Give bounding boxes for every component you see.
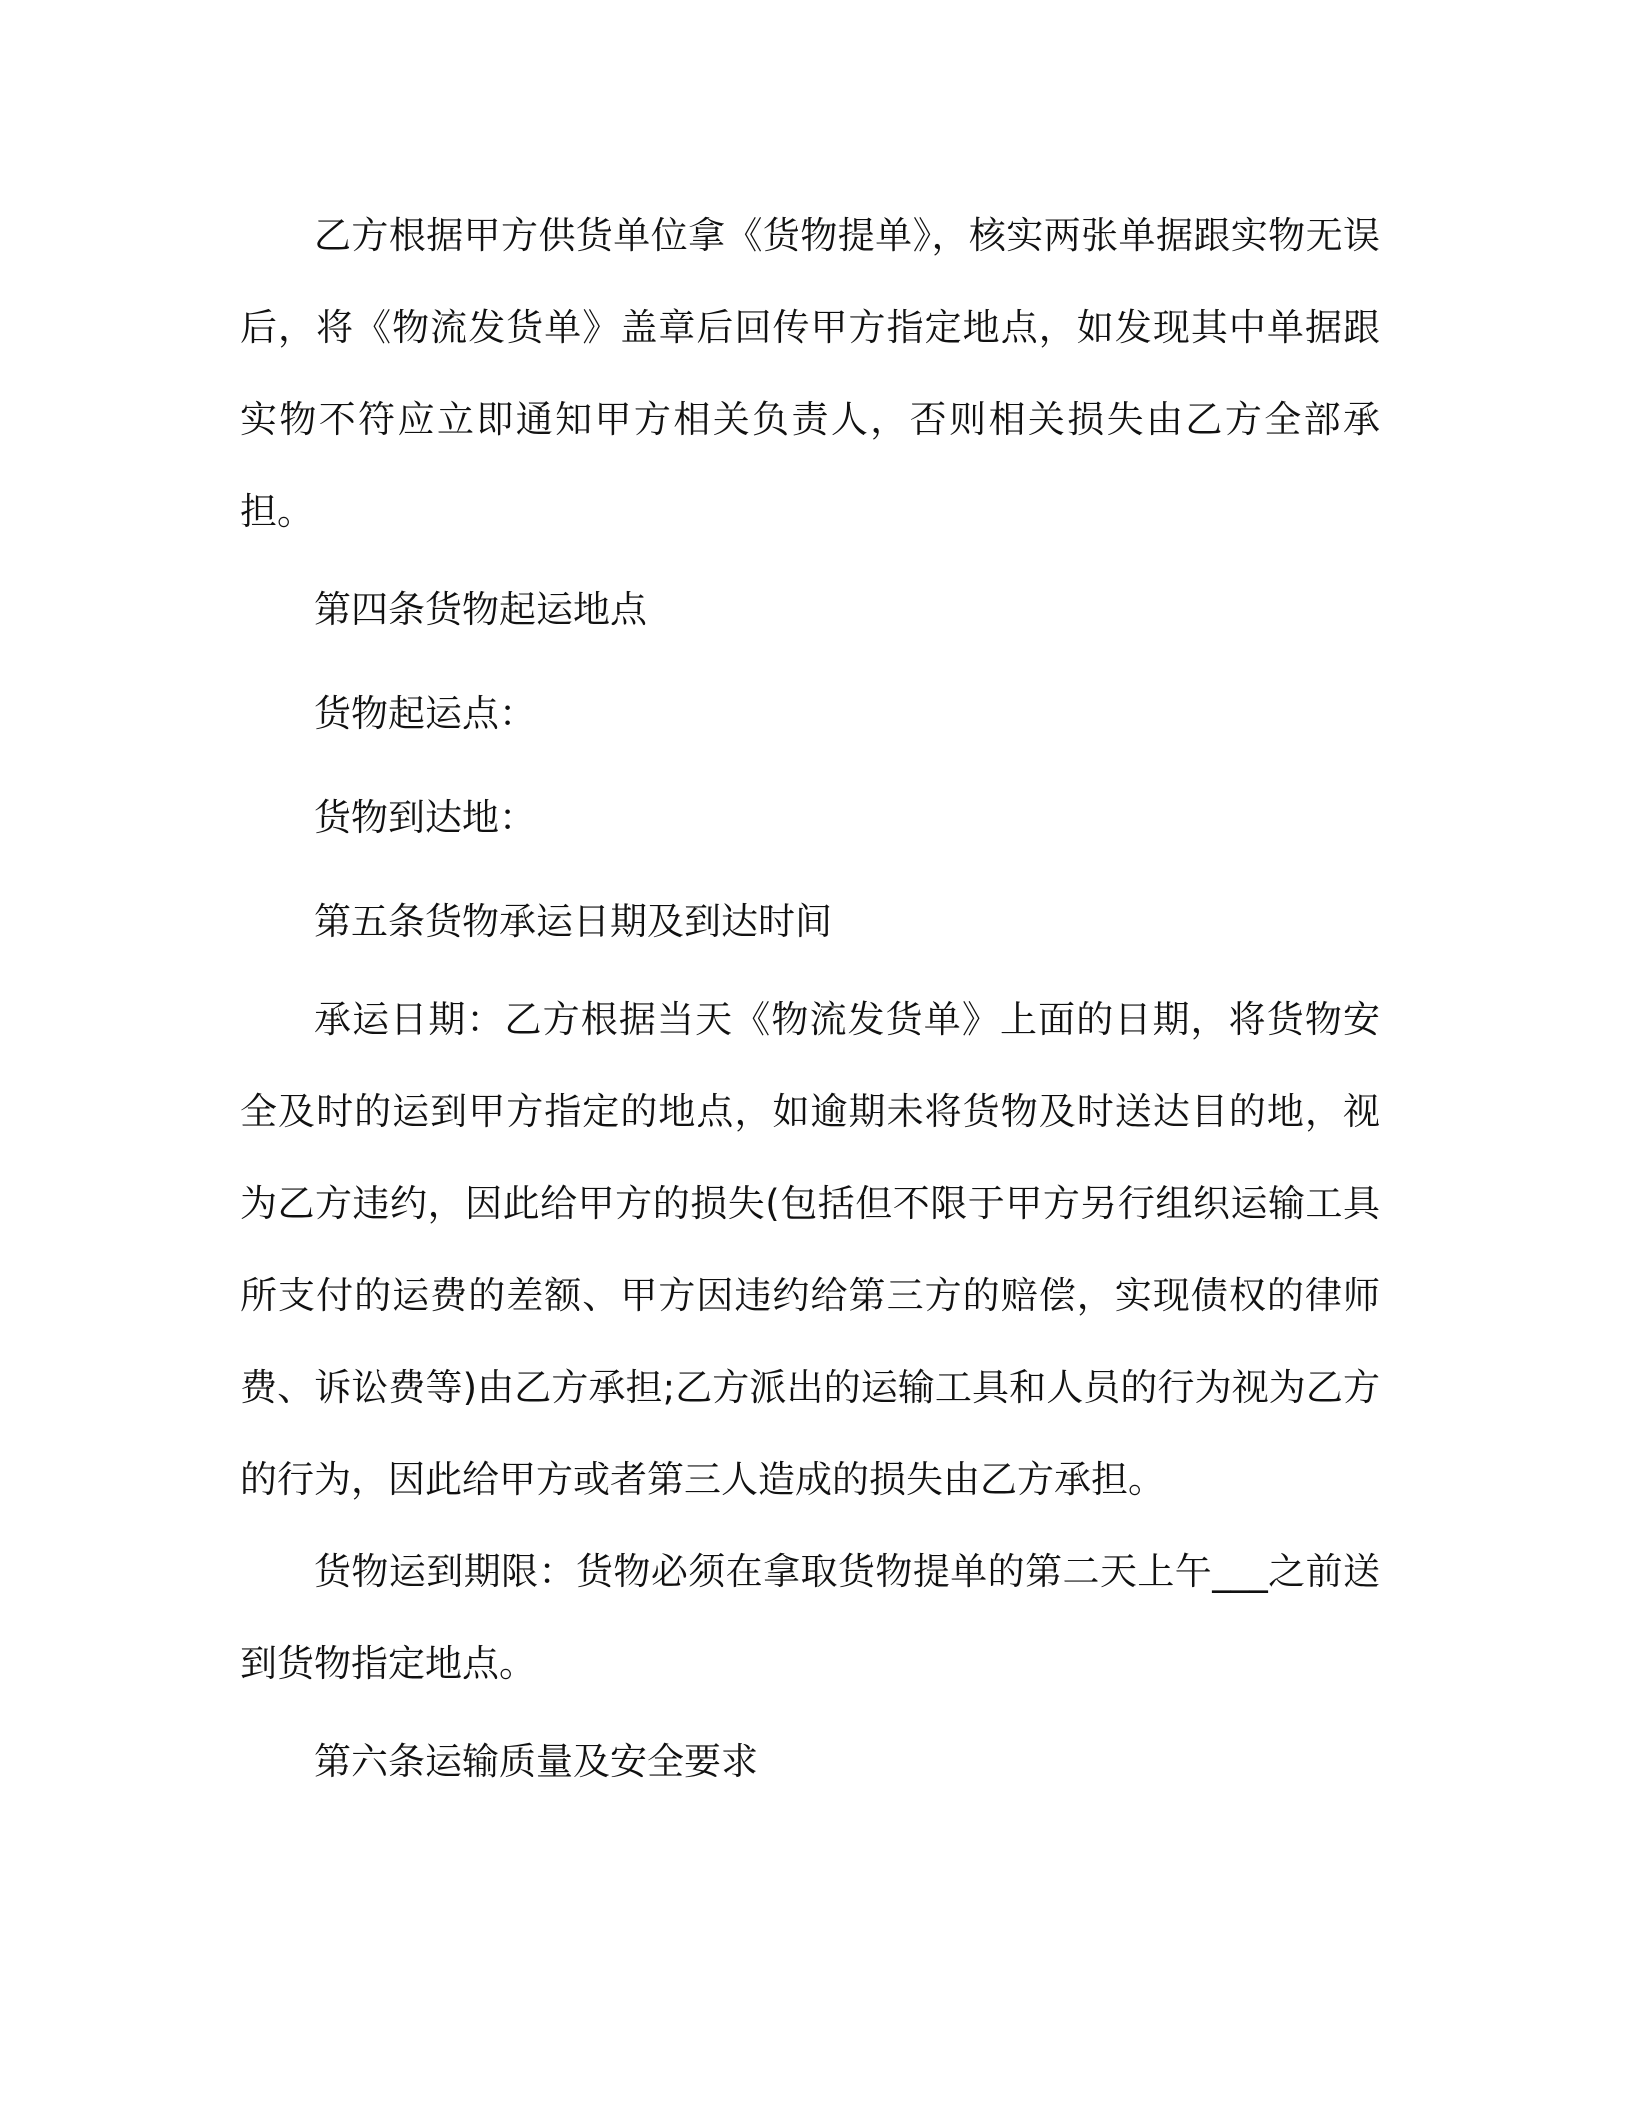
article-5-heading: 第五条货物承运日期及到达时间 — [314, 900, 832, 943]
document-body — [240, 190, 1380, 1814]
article-6-heading: 第六条运输质量及安全要求 — [314, 1740, 758, 1783]
paragraph-verification: 乙方根据甲方供货单位拿《货物提单》，核实两张单据跟实物无误后，将《物流发货单》盖章后回传甲方指定地点，如发现其中单据跟实物不符应立即通知甲方相关负责人，否则相关损失由乙方全部承担。 — [240, 214, 1380, 533]
paragraph-delivery-deadline: 货物运到期限：货物必须在拿取货物提单的第二天上午___之前送到货物指定地点。 — [240, 1550, 1380, 1685]
article-4-heading: 第四条货物起运地点 — [314, 588, 647, 631]
origin-line: 货物起运点： — [314, 692, 536, 735]
destination-line: 货物到达地： — [314, 796, 536, 839]
paragraph-carriage-date: 承运日期：乙方根据当天《物流发货单》上面的日期，将货物安全及时的运到甲方指定的地点，如逾期未将货物及时送达目的地，视为乙方违约，因此给甲方的损失(包括但不限于甲方另行组织运输工具所支付的运费的差额、甲方因违约给第三方的赔偿，实现债权的律师费、诉讼费等)由乙方承担;乙方派出的运输工具和人员的行为视为乙方的行为，因此给甲方或者第三人造成的损失由乙方承担。 — [240, 998, 1380, 1501]
